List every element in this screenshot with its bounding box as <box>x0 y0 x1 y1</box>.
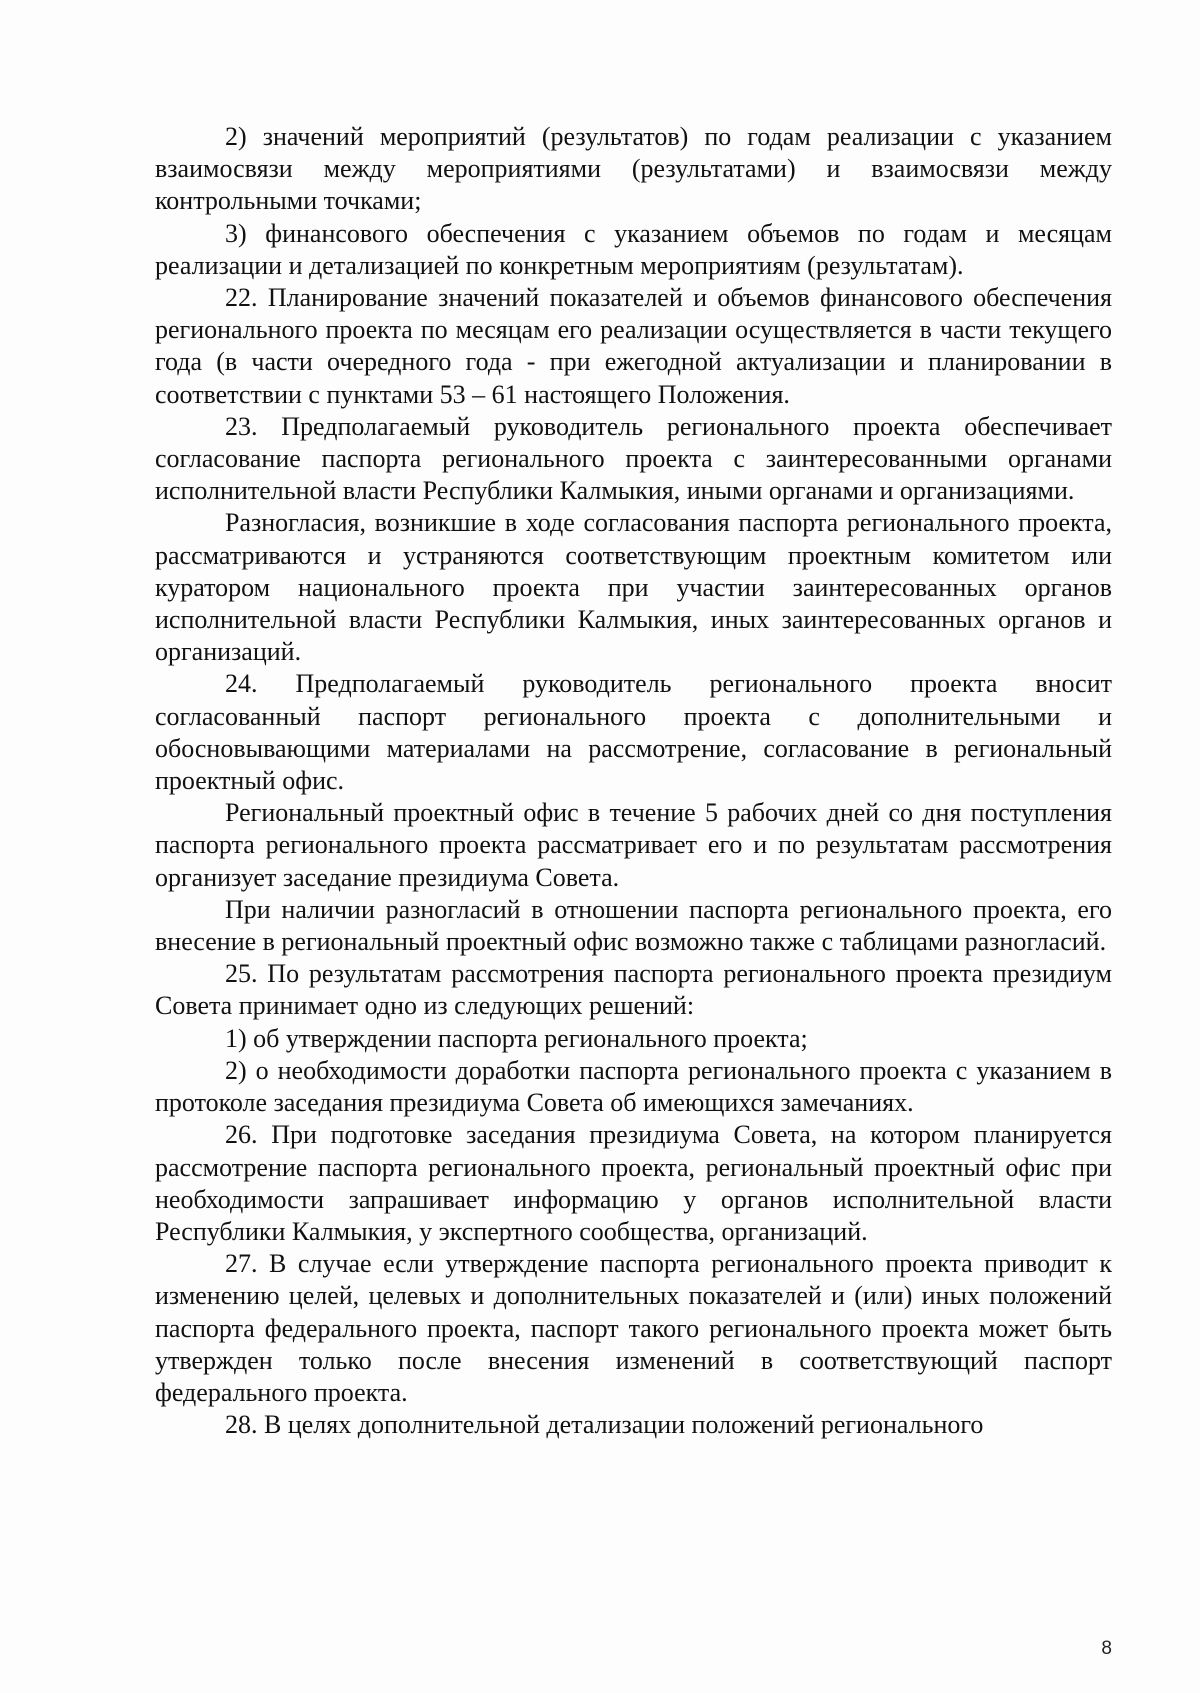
paragraph-decision-2: 2) о необходимости доработки паспорта регионального проекта с указанием в протоколе заседания президиума Совета об имеющихся замечаниях. <box>155 1055 1112 1118</box>
paragraph-disagreement-tables: При наличии разногласий в отношении паспорта регионального проекта, его внесение в региональный проектный офис возможно также с таблицами разногласий. <box>155 894 1112 957</box>
paragraph-decision-1: 1) об утверждении паспорта регионального проекта; <box>225 1023 808 1053</box>
paragraph-28: 28. В целях дополнительной детализации положений регионального <box>225 1410 984 1440</box>
paragraph-23: 23. Предполагаемый руководитель регионального проекта обеспечивает согласование паспорта регионального проекта с заинтересованными органами исполнительной власти Республики Калмыкия, иными органами и организациями. <box>155 411 1112 506</box>
paragraph-25: 25. По результатам рассмотрения паспорта регионального проекта президиум Совета принимает одно из следующих решений: <box>155 959 1112 1021</box>
paragraph-item-3-financing: 3) финансового обеспечения с указанием объемов по годам и месяцам реализации и детализацией по конкретным мероприятиям (результатам). <box>155 218 1112 280</box>
paragraph-24: 24. Предполагаемый руководитель регионального проекта вносит согласованный паспорт регионального проекта с дополнительными и обосновывающими материалами на рассмотрение, согласование в региональный проектный офис. <box>155 669 1112 796</box>
page-number: 8 <box>1101 1638 1112 1659</box>
paragraph-22: 22. Планирование значений показателей и объемов финансового обеспечения регионального проекта по месяцам его реализации осуществляется в части текущего года (в части очередного года - при ежегодной актуализации и планировании в соответствии с пунктами 53 – 61 настоящего Положения. <box>155 283 1112 409</box>
paragraph-27: 27. В случае если утверждение паспорта регионального проекта приводит к изменению целей, целевых и дополнительных показателей и (или) иных положений паспорта федерального проекта, паспорт такого регионального проекта может быть утвержден только после внесения изменений в соответствующий паспорт федерального проекта. <box>155 1249 1112 1407</box>
paragraph-26: 26. При подготовке заседания президиума Совета, на котором планируется рассмотрение паспорта регионального проекта, региональный проектный офис при необходимости запрашивает информацию у органов исполнительной власти Республики Калмыкия, у экспертного сообщества, организаций. <box>155 1120 1112 1246</box>
document-body <box>155 121 1112 1441</box>
paragraph-disagreements: Разногласия, возникшие в ходе согласования паспорта регионального проекта, рассматриваются и устраняются соответствующим проектным комитетом или куратором национального проекта при участии заинтересованных органов исполнительной власти Республики Калмыкия, иных заинтересованных органов и организаций. <box>155 508 1112 667</box>
paragraph-item-2-results: 2) значений мероприятий (результатов) по годам реализации с указанием взаимосвязи между мероприятиями (результатами) и взаимосвязи между контрольными точками; <box>155 122 1112 216</box>
paragraph-project-office-review: Региональный проектный офис в течение 5 рабочих дней со дня поступления паспорта регионального проекта рассматривает его и по результатам рассмотрения организует заседание президиума Совета. <box>155 798 1112 892</box>
